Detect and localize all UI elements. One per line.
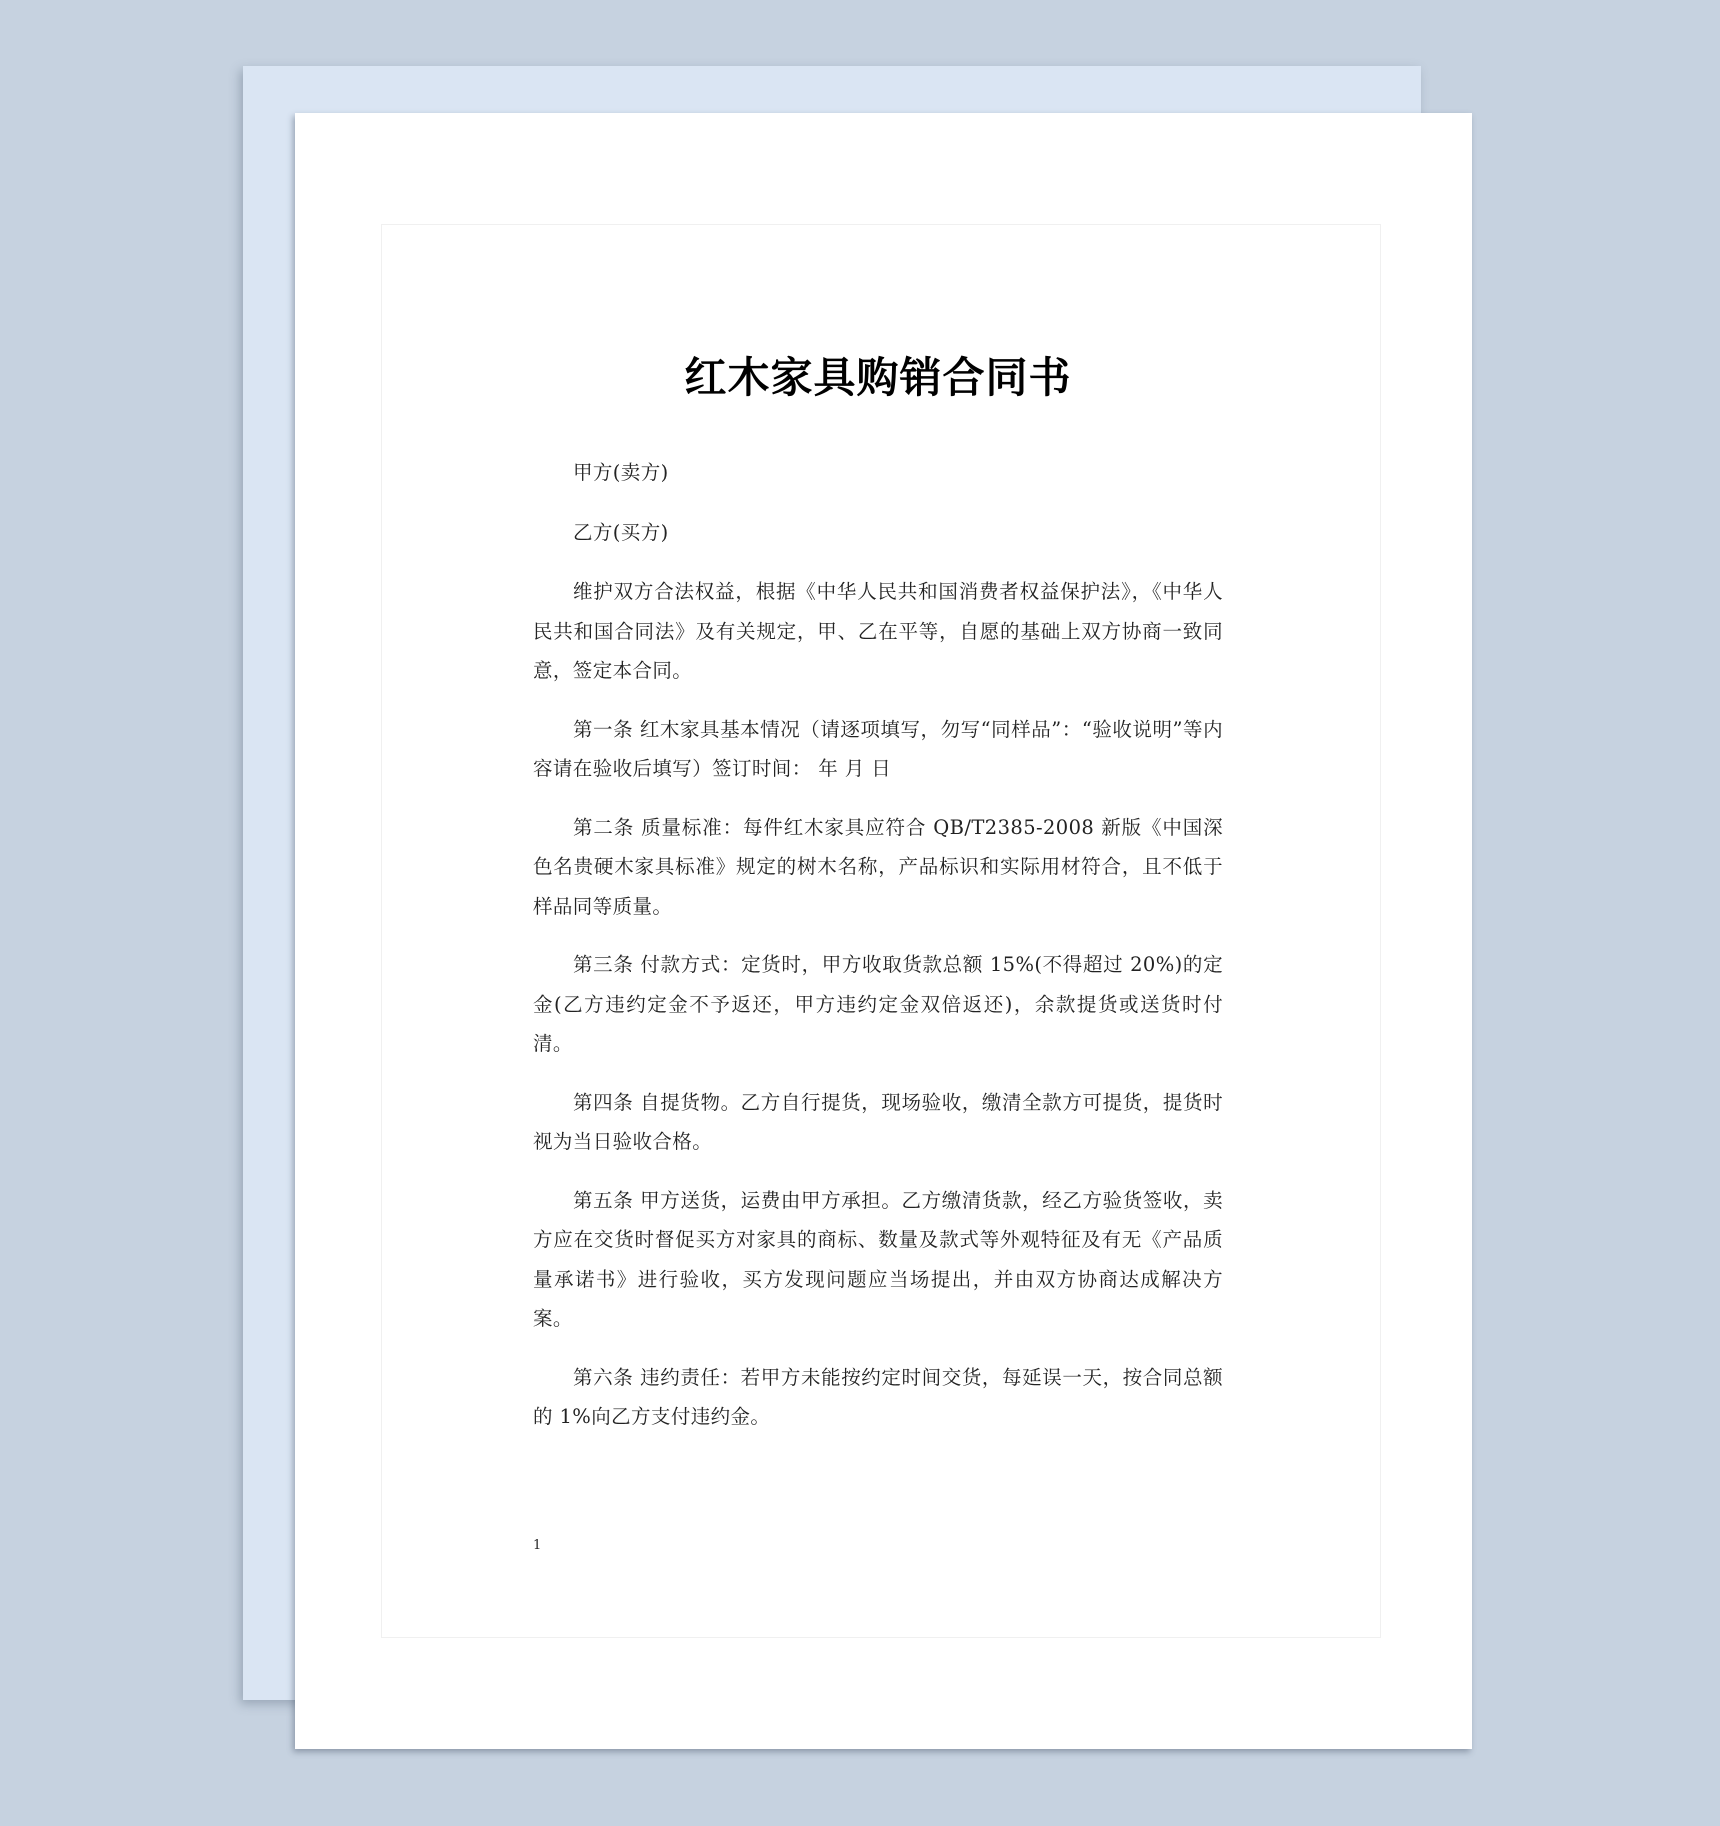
- page-number: 1: [533, 1538, 542, 1553]
- front-page-sheet: [295, 113, 1472, 1749]
- article-2: [533, 808, 1223, 927]
- document-body: [533, 353, 1223, 1456]
- article-4: [533, 1083, 1223, 1162]
- party-a-line: 甲方(卖方): [573, 461, 669, 485]
- article-6: [533, 1358, 1223, 1437]
- article-text: 质量标准：每件红木家具应符合 QB/T2385-2008 新版《中国深色名贵硬木家具标准》规定的树木名称，产品标识和实际用材符合，且不低于样品同等质量。: [533, 815, 1223, 918]
- article-label: 第四条: [573, 1090, 634, 1114]
- article-5: [533, 1181, 1223, 1339]
- article-text: 自提货物。乙方自行提货，现场验收，缴清全款方可提货，提货时视为当日验收合格。: [533, 1090, 1223, 1154]
- article-text: 甲方送货，运费由甲方承担。乙方缴清货款，经乙方验货签收，卖方应在交货时督促买方对家具的商标、数量及款式等外观特征及有无《产品质量承诺书》进行验收，买方发现问题应当场提出，并由双方协商达成解决方案。: [533, 1188, 1223, 1331]
- article-3: [533, 945, 1223, 1064]
- article-label: 第五条: [573, 1188, 634, 1212]
- article-label: 第六条: [573, 1365, 634, 1389]
- document-title: 红木家具购销合同书: [684, 353, 1072, 402]
- article-text: 红木家具基本情况（请逐项填写，勿写“同样品”：“验收说明”等内容请在验收后填写）签订时间： 年 月 日: [533, 717, 1223, 781]
- article-label: 第三条: [573, 953, 634, 977]
- preamble-paragraph: 维护双方合法权益，根据《中华人民共和国消费者权益保护法》，《中华人民共和国合同法》及有关规定，甲、乙在平等，自愿的基础上双方协商一致同意，签定本合同。: [533, 580, 1223, 683]
- article-label: 第一条: [573, 717, 634, 741]
- article-label: 第二条: [573, 815, 635, 839]
- party-b-line: 乙方(买方): [573, 520, 669, 544]
- article-text: 付款方式：定货时，甲方收取货款总额 15%(不得超过 20%)的定金(乙方违约定金不予返还，甲方违约定金双倍返还)，余款提货或送货时付清。: [533, 953, 1223, 1056]
- article-text: 违约责任：若甲方未能按约定时间交货，每延误一天，按合同总额的 1%向乙方支付违约金。: [533, 1365, 1223, 1429]
- article-1: [533, 710, 1223, 789]
